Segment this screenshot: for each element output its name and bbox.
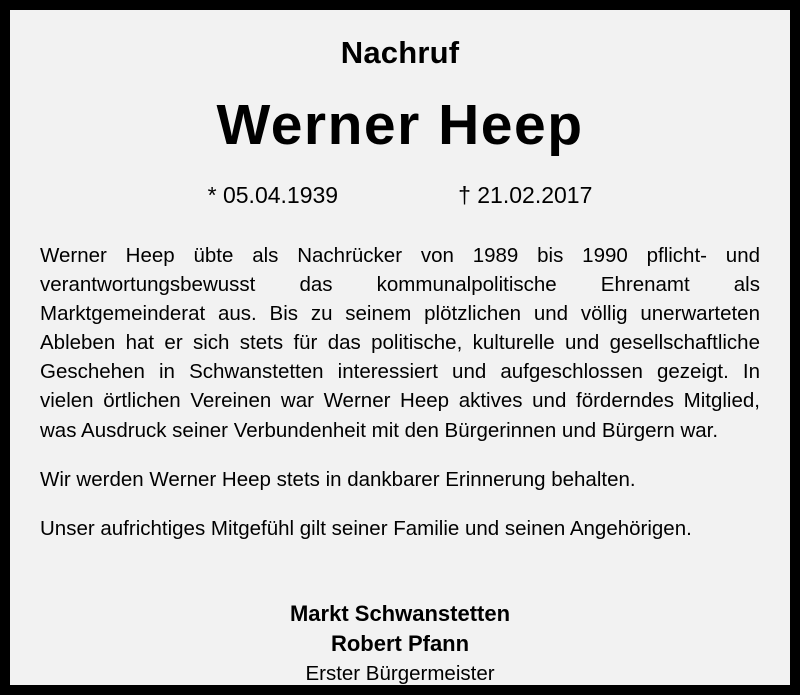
signature-block: [40, 599, 760, 689]
notice-inner: [40, 36, 760, 685]
signature-organisation: Markt Schwanstetten: [289, 600, 511, 626]
birth-date: * 05.04.1939: [207, 181, 339, 208]
notice-heading: Nachruf: [340, 35, 460, 70]
signature-person: Robert Pfann: [330, 630, 470, 656]
signature-role: Erster Bürgermeister: [305, 662, 495, 686]
notice-paragraph-1: Werner Heep übte als Nachrücker von 1989 bis 1990 pflicht- und verantwortungsbewusst das kommunalpolitische Ehrenamt als Marktgemeinderat aus. Bis zu seinem plötzlichen und völlig unerwarteten Ableben hat er sich stets für das politische, kulturelle und gesellschaftliche Geschehen in Schwanstetten interessiert und aufgeschlossen gezeigt. In vielen örtlichen Vereinen war Werner Heep aktives und förderndes Mitglied, was Ausdruck seiner Verbundenheit mit den Bürgerinnen und Bürgern war.: [40, 243, 760, 442]
deceased-name: Werner Heep: [216, 93, 584, 158]
notice-paragraph-2: Wir werden Werner Heep stets in dankbarer Erinnerung behalten.: [40, 467, 636, 491]
death-date: † 21.02.2017: [458, 181, 593, 208]
life-dates: [40, 182, 760, 209]
notice-paragraph-3: Unser aufrichtiges Mitgefühl gilt seiner Familie und seinen Angehörigen.: [40, 516, 692, 540]
notice-body: [40, 241, 760, 543]
